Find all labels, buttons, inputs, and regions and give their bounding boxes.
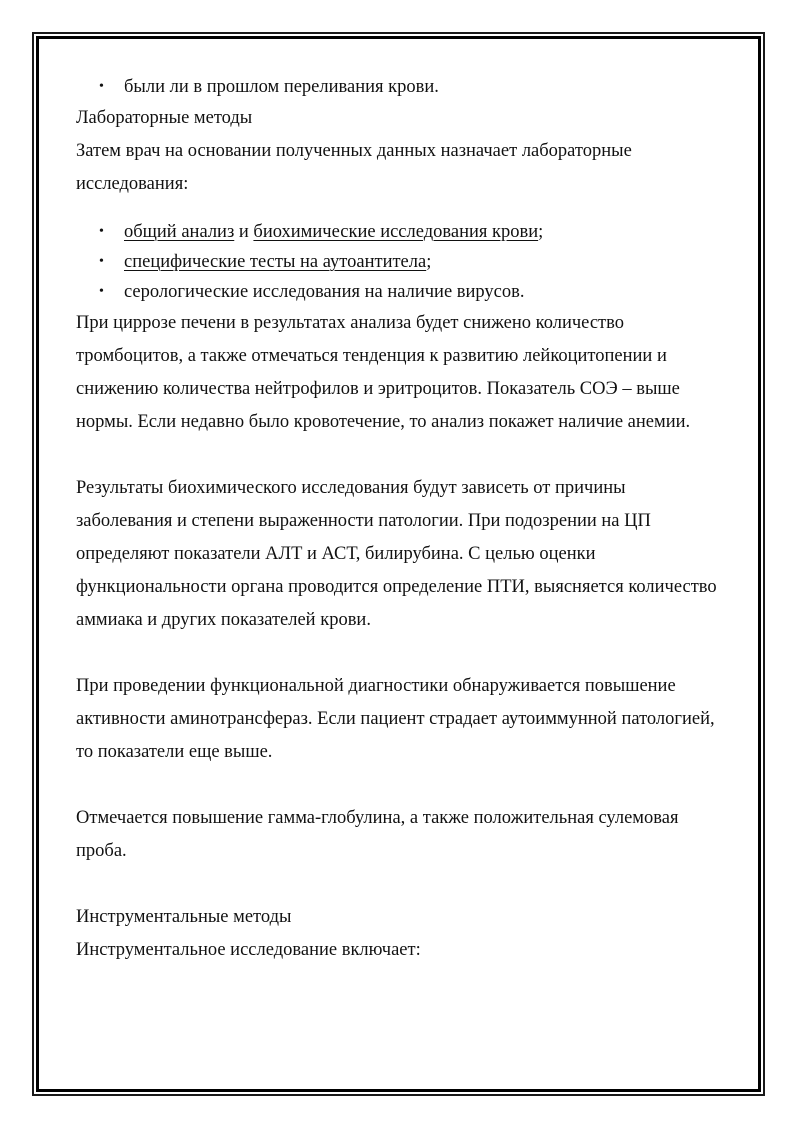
list-item bbox=[76, 277, 726, 307]
list-item-text: серологические исследования на наличие вирусов. bbox=[124, 282, 525, 302]
list-item bbox=[76, 217, 726, 247]
section-heading-instrumental: Инструментальные методы bbox=[76, 907, 292, 927]
list-connector: и bbox=[234, 222, 254, 242]
list-item bbox=[76, 247, 726, 277]
paragraph-gamma-globulin: Отмечается повышение гамма-глобулина, а также положительная сулемовая проба. bbox=[76, 808, 679, 861]
paragraph-cirrhosis-blood: При циррозе печени в результатах анализа будет снижено количество тромбоцитов, а также отмечаться тенденция к развитию лейкоцитопении и снижению количества нейтрофилов и эритроцитов. Показатель СОЭ – выше нормы. Если недавно было кровотечение, то анализ покажет наличие анемии. bbox=[76, 313, 691, 432]
bullet-icon: • bbox=[99, 284, 104, 299]
spacer bbox=[76, 769, 726, 802]
list-punctuation: ; bbox=[426, 252, 432, 272]
instrumental-intro: Инструментальное исследование включает: bbox=[76, 940, 421, 960]
link-general-analysis[interactable]: общий анализ bbox=[124, 222, 235, 242]
link-biochemical-tests[interactable]: биохимические исследования крови bbox=[253, 222, 539, 242]
lab-intro-paragraph: Затем врач на основании полученных данных назначает лабораторные исследования: bbox=[76, 141, 632, 194]
list-item-text: были ли в прошлом переливания крови. bbox=[124, 77, 439, 97]
spacer bbox=[76, 868, 726, 901]
history-list bbox=[76, 72, 726, 102]
link-autoantibody-tests[interactable]: специфические тесты на аутоантитела bbox=[124, 252, 427, 272]
spacer bbox=[76, 637, 726, 670]
list-item bbox=[76, 72, 726, 102]
paragraph-biochemistry: Результаты биохимического исследования будут зависеть от причины заболевания и степени выраженности патологии. При подозрении на ЦП определяют показатели АЛТ и АСТ, билирубина. С целью оценки функциональности органа проводится определение ПТИ, выясняется количество аммиака и других показателей крови. bbox=[76, 478, 717, 630]
paragraph-functional-diagnostics: При проведении функциональной диагностики обнаруживается повышение активности аминотрансфераз. Если пациент страдает аутоиммунной патологией, то показатели еще выше. bbox=[76, 676, 715, 762]
lab-tests-list bbox=[76, 217, 726, 307]
bullet-icon: • bbox=[99, 224, 104, 239]
bullet-icon: • bbox=[99, 254, 104, 269]
list-punctuation: ; bbox=[538, 222, 544, 242]
spacer bbox=[76, 201, 726, 217]
spacer bbox=[76, 439, 726, 472]
document-body bbox=[76, 72, 726, 967]
bullet-icon: • bbox=[99, 79, 104, 94]
section-heading-lab: Лабораторные методы bbox=[76, 108, 253, 128]
